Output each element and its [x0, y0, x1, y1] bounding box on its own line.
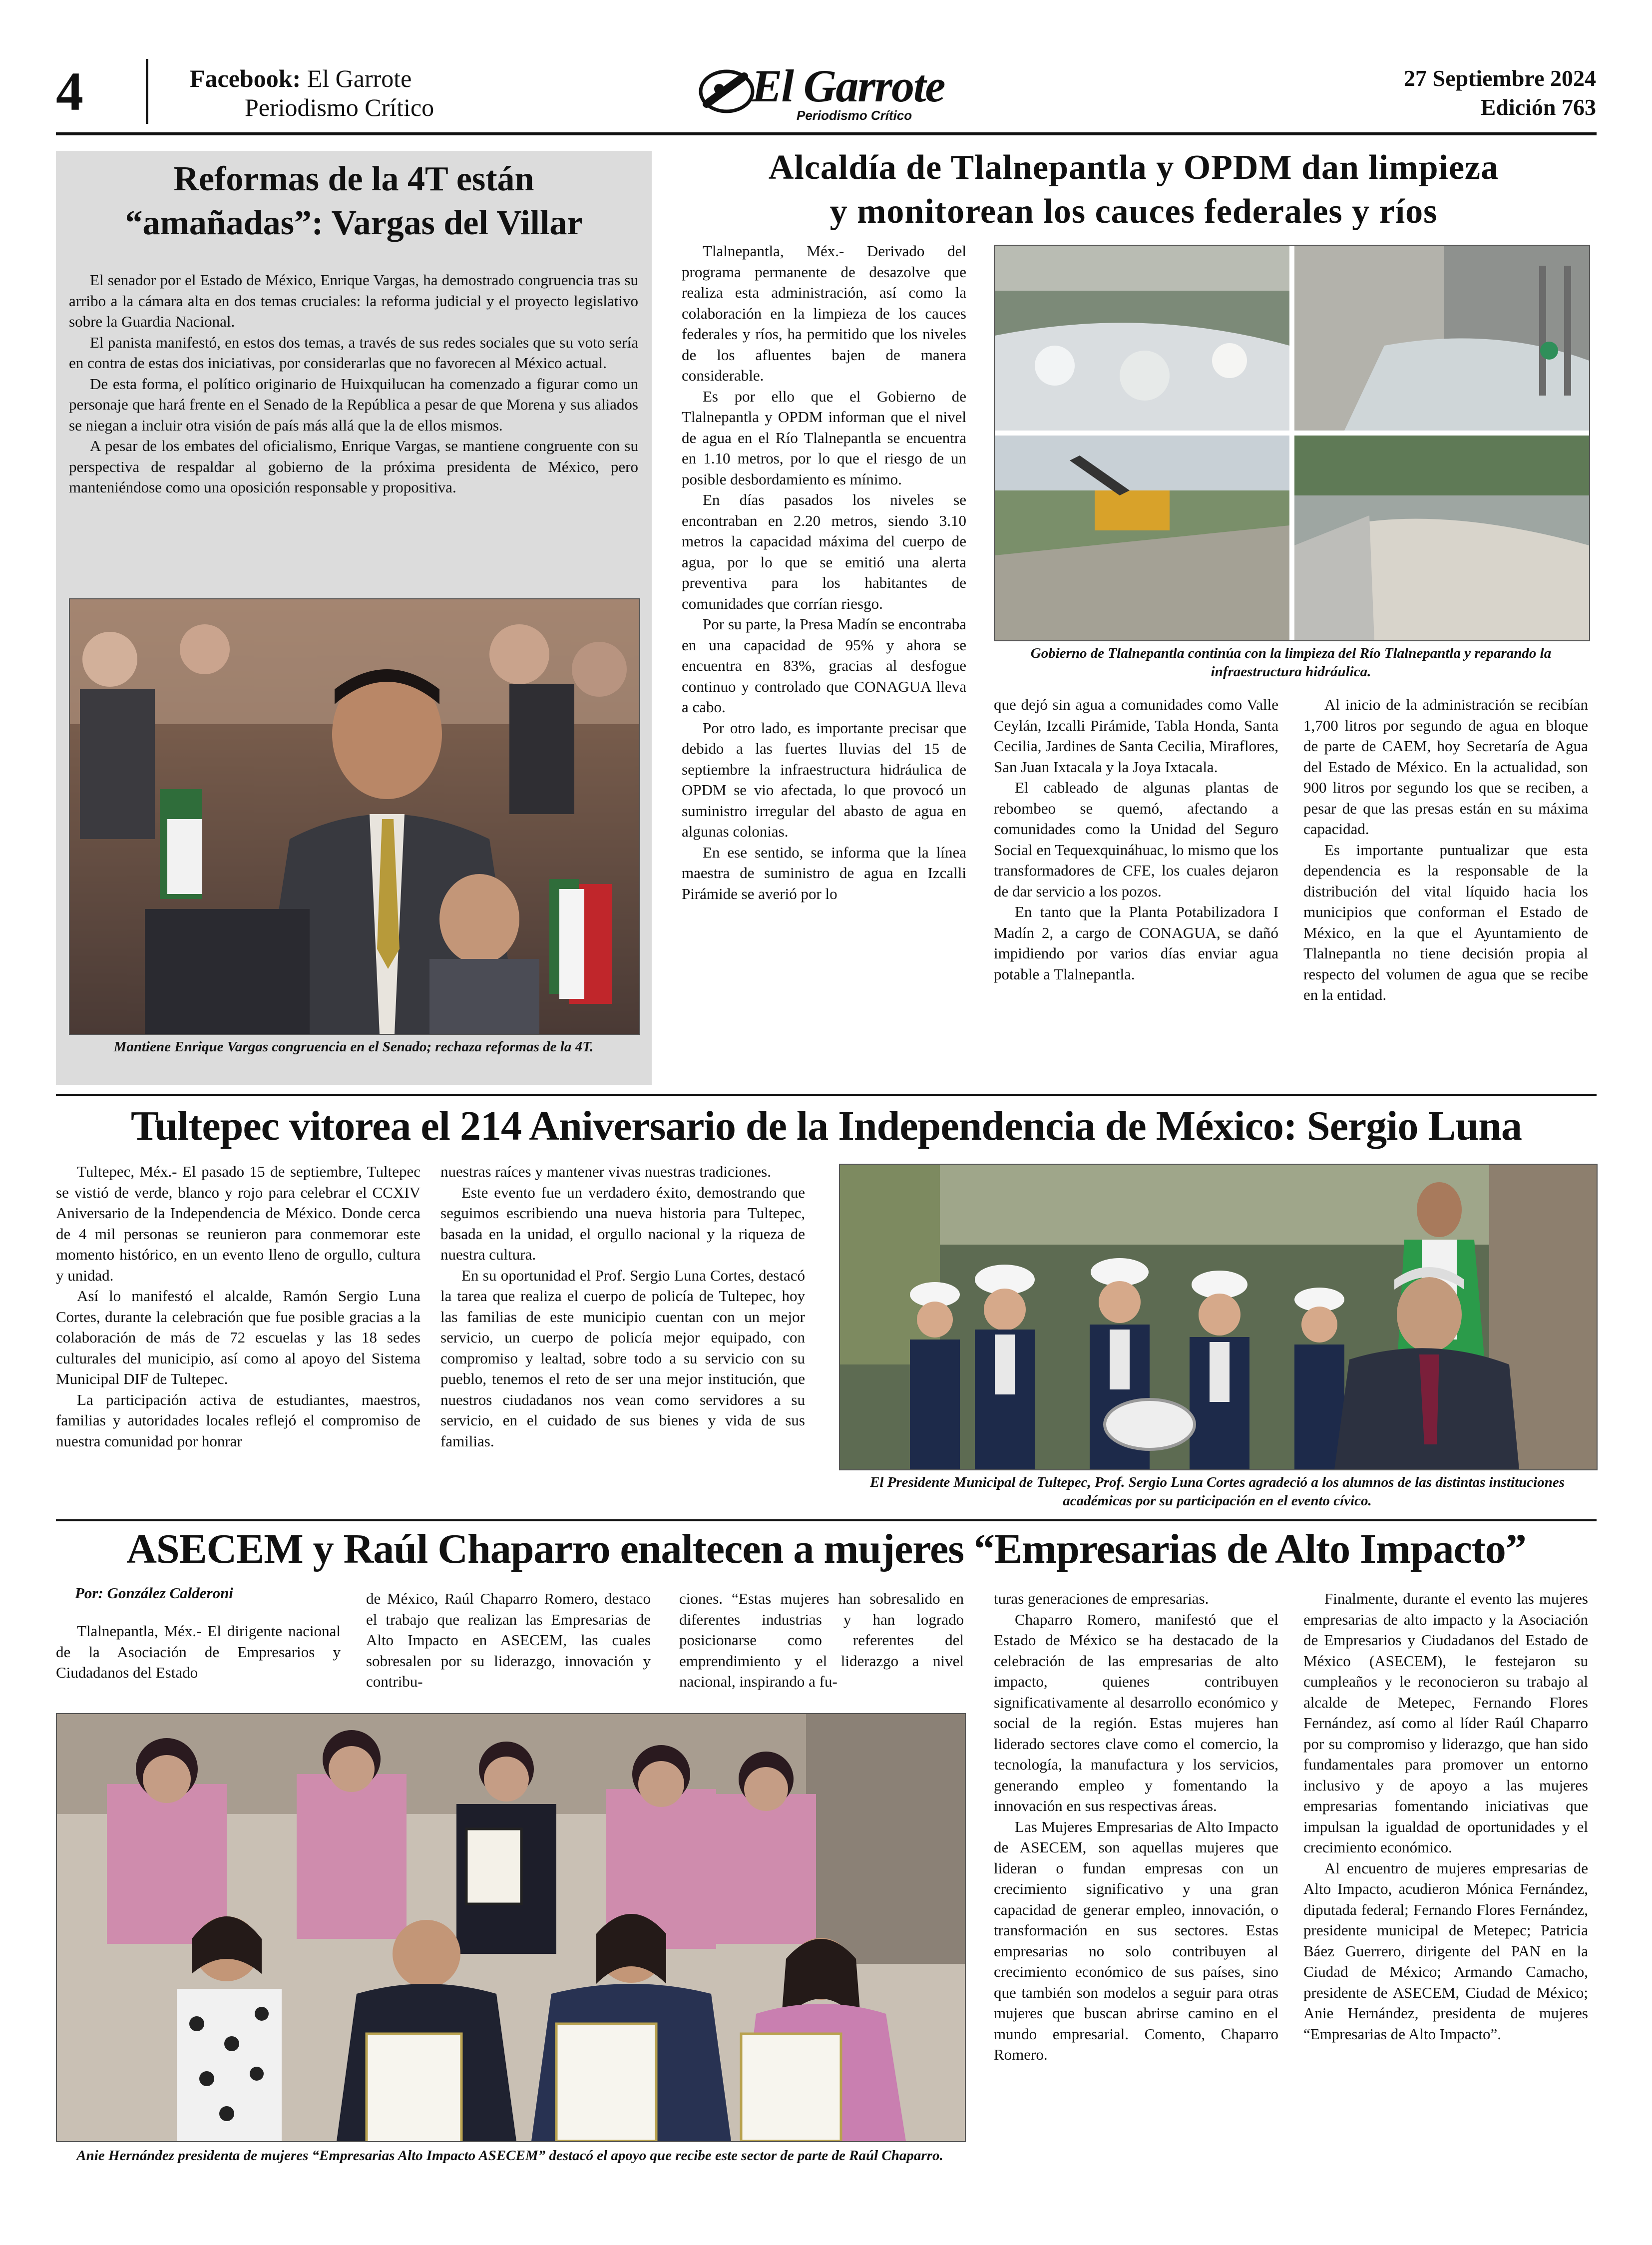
vargas-headline: Reformas de la 4T están “amañadas”: Vargas del Villar [125, 160, 583, 242]
asecem-caption: Anie Hernández presidenta de mujeres “Empresarias Alto Impacto ASECEM” destacó el apoyo que recibe este sector de parte de Raúl Chaparro. [76, 2148, 943, 2164]
tlalnepantla-col1: Tlalnepantla, Méx.- Derivado del programa permanente de desazolve que realiza esta administración, así como la colaboración en la limpieza de los cauces federales y ríos, ha permitido que los niveles de los afluentes bajen de manera considerable. Es por ello que el Gobierno de Tlalnepantla y OPDM informan que el nivel de agua en el Río Tlalnepantla se encuentra en 1.10 metros, por lo que el riesgo de un posible desbordamiento es mínimo. En días pasados los niveles se encontraban en 2.20 metros, siendo 3.10 metros la capacidad máxima del cuerpo de agua, por lo que se emitió una alerta preventiva para los habitantes de comunidades que corrían riesgo. Por su parte, la Presa Madín se encontraba en una capacidad de 95% y ahora se encuentra en 83%, gracias al desfogue continuo y controlado que CONAGUA lleva a cabo. Por otro lado, es importante precisar que debido a las fuertes lluvias del 15 de septiembre la infraestructura hidráulica de OPDM se vio afectada, lo que provocó un suministro irregular del abasto de agua en algunas colonias. En ese sentido, se informa que la línea maestra de suministro de agua en Izcalli Pirámide se averió por lo [682, 242, 966, 902]
asecem-col3: ciones. “Estas mujeres han sobresalido en diferentes industrias y han logrado posicionarse como referentes del emprendimiento y el liderazgo a nivel nacional, inspirando a fu- [679, 1590, 964, 1690]
facebook-credit[interactable] [190, 64, 434, 122]
logo-tagline: Periodismo Crítico [797, 108, 912, 123]
asecem-headline: ASECEM y Raúl Chaparro enaltecen a mujeres “Empresarias de Alto Impacto” [126, 1526, 1526, 1572]
masthead-logo [697, 60, 946, 125]
page-number: 4 [56, 61, 83, 122]
issue-edition: Edición 763 [1480, 94, 1596, 120]
section-rule-1 [56, 1094, 1597, 1096]
tultepec-col1: Tultepec, Méx.- El pasado 15 de septiembre, Tultepec se vistió de verde, blanco y rojo para celebrar el CCXIV Aniversario de la Independencia de México. Donde cerca de 4 mil personas se reunieron para conmemorar este momento histórico, en un evento lleno de orgullo, cultura y unidad. Así lo manifestó el alcalde, Ramón Sergio Luna Cortes, durante la celebración que fue posible gracias a la colaboración de más de 72 escuelas y las 18 sedes culturales del municipio, así como al apoyo del Sistema Municipal DIF de Tultepec. La participación activa de estudiantes, maestros, familias y autoridades locales reflejó el compromiso de nuestra comunidad por honrar [56, 1163, 420, 1450]
tlalnepantla-col3: Al inicio de la administración se recibían 1,700 litros por segundo de agua en bloque de parte de CAEM, hoy Secretaría de Agua del Estado de México. En la actualidad, son 900 litros por segundo los que se reciben, a pesar de que las presas están en su máxima capacidad. Es importante puntualizar que esta dependencia es la responsable de la distribución del vital líquido hacia los municipios que conforman el Estado de México, en la que el Ayuntamiento de Tlalnepantla no tiene decisión propia al respecto del volumen de agua que se recibe en la entidad. [1303, 696, 1588, 1003]
vargas-caption: Mantiene Enrique Vargas congruencia en el Senado; rechaza reformas de la 4T. [113, 1039, 594, 1055]
asecem-col1: Tlalnepantla, Méx.- El dirigente nacional de la Asociación de Empresarios y Ciudadanos del Estado [56, 1622, 341, 1681]
tultepec-col2: nuestras raíces y mantener vivas nuestras tradiciones. Este evento fue un verdadero éxito, demostrando que seguimos escribiendo una nueva historia para Tultepec, basada en la unidad, el orgullo nacional y la riqueza de nuestra cultura. En su oportunidad el Prof. Sergio Luna Cortes, destacó la tarea que realiza el cuerpo de policía de Tultepec, hoy las familias de este municipio cuentan con un mejor servicio, un cuerpo de policía mejor equipado, con compromiso y lealtad, sobre todo a su servicio con su pueblo, tenemos el reto de ser una mejor institución, que nuestros ciudadanos nos vean como servidores a su servicio, en el cuidado de sus bienes y vida de sus familias. [440, 1163, 805, 1450]
tlalnepantla-headline: Alcaldía de Tlalnepantla y OPDM dan limpieza y monitorean los cauces federales y ríos [768, 148, 1499, 231]
vargas-senate-photo [69, 598, 640, 1035]
river-cleaning-photo-grid [994, 245, 1590, 641]
asecem-women-entrepreneurs-photo [56, 1713, 966, 2142]
garrote-club-icon [697, 64, 757, 119]
header-rule [56, 132, 1597, 135]
header-vertical-rule [146, 59, 148, 124]
section-rule-2 [56, 1519, 1597, 1521]
facebook-label: Facebook: [190, 64, 301, 92]
issue-date: 27 Septiembre 2024 [1403, 65, 1596, 91]
facebook-name: El Garrote [307, 64, 412, 92]
vargas-body: El senador por el Estado de México, Enrique Vargas, ha demostrado congruencia tras su arribo a la cámara alta en dos temas cruciales: la reforma judicial y el proyecto legislativo sobre la Guardia Nacional. El panista manifestó, en estos dos temas, a través de sus redes sociales que su voto sería en contra de estas dos iniciativas, por considerarlas que no favorecen al México actual. De esta forma, el político originario de Huixquilucan ha comenzado a figurar como un personaje que hará frente en el Senado de la República a pesar de que Morena y sus aliados se niegan a incluir otra visión de país más allá que la de ellos mismos. A pesar de los embates del oficialismo, Enrique Vargas, se mantiene congruente con su perspectiva de respaldar al gobierno de la próxima presidenta de México, pero manteniéndose como una oposición responsable y propositiva. [69, 271, 638, 496]
tultepec-headline: Tultepec vitorea el 214 Aniversario de la Independencia de México: Sergio Luna [131, 1103, 1522, 1149]
issue-info [1404, 64, 1596, 122]
asecem-col4: turas generaciones de empresarias. Chaparro Romero, manifestó que el Estado de México se ha destacado de la celebración de las empresarias de alto impacto, quienes contribuyen significativamente al desarrollo económico y social de la región. Estas mujeres han liderado sectores clave como el comercio, la tecnología, la manufactura y los servicios, generando empleo y fomentando la innovación en sus respectivas áreas. Las Mujeres Empresarias de Alto Impacto de ASECEM, son aquellas mujeres que lideran o fundan empresas con un crecimiento significativo y una gran capacidad de generar empleo, innovación, o transformación en sus sectores. Estas empresarias no solo contribuyen al crecimiento económico de sus países, sino que también son modelos a seguir para otras mujeres que buscan abrirse camino en el mundo empresarial. Comento, Chaparro Romero. [994, 1590, 1278, 2063]
logo-text: El Garrote [752, 60, 945, 111]
tlalnepantla-col2: que dejó sin agua a comunidades como Valle Ceylán, Izcalli Pirámide, Tabla Honda, Santa Cecilia, Jardines de Santa Cecilia, Miraflores, San Juan Ixtacala y la Joya Ixtacala. El cableado de algunas plantas de rebombeo se quemó, afectando a comunidades como la Unidad del Seguro Social en Tequexquináhuac, lo mismo que los transformadores de CFE, los cuales dejaron de dar servicio a los pozos. En tanto que la Planta Potabilizadora I Madín 2, a cargo de CONAGUA, se dañó impidiendo por varios días enviar agua potable a Tlalnepantla. [994, 696, 1278, 983]
tultepec-students-photo [839, 1164, 1598, 1470]
asecem-col2: de México, Raúl Chaparro Romero, destaco el trabajo que realizan las Empresarias de Alto Impacto en ASECEM, las cuales sobresalen por su liderazgo, innovación y contribu- [366, 1590, 651, 1690]
tlalnepantla-caption: Gobierno de Tlalnepantla continúa con la limpieza del Río Tlalnepantla y reparando la infraestructura hidráulica. [1030, 645, 1552, 680]
asecem-col5: Finalmente, durante el evento las mujeres empresarias de alto impacto y la Asociación de Empresarios y Ciudadanos del Estado de México (ASECEM), le festejaron su cumpleaños y le reconocieron su trabajo al alcalde de Metepec, Fernando Flores Fernández, así como al líder Raúl Chaparro por su compromiso y liderazgo, que han sido fundamentales para promover un entorno inclusivo y de apoyo a las mujeres empresarias fomentando iniciativas que impulsan la igualdad de oportunidades y el crecimiento económico. Al encuentro de mujeres empresarias de Alto Impacto, acudieron Mónica Fernández, diputada federal; Fernando Flores Fernández, presidente municipal de Metepec; Patricia Báez Guerrero, dirigente del PAN en la Ciudad de México; Armando Camacho, presidente de ASECEM, Ciudad de México; Anie Hernández, presidenta de mujeres “Empresarias de Alto Impacto”. [1303, 1590, 1588, 2043]
facebook-subtitle: Periodismo Crítico [245, 93, 434, 121]
asecem-byline: Por: González Calderoni [75, 1584, 233, 1602]
tultepec-caption: El Presidente Municipal de Tultepec, Prof. Sergio Luna Cortes agradeció a los alumnos de las distintas instituciones académicas por su participación en el evento cívico. [869, 1474, 1565, 1509]
